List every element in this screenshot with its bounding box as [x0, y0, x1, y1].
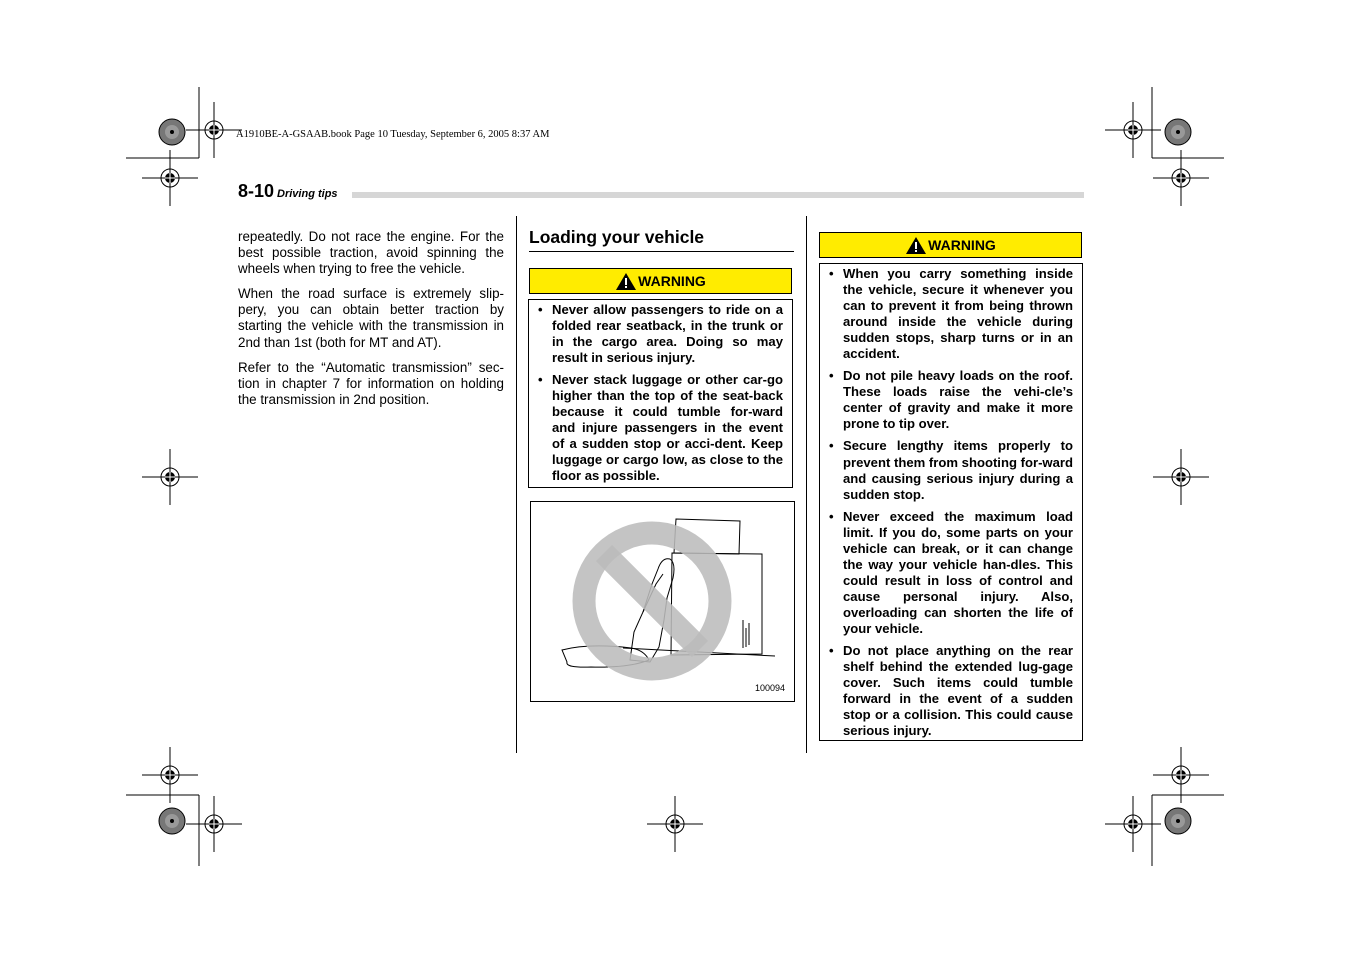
- star-target-mark: [1165, 808, 1191, 834]
- prohibited-icon: [584, 533, 720, 669]
- warning-banner: [819, 232, 1082, 258]
- paragraph: Refer to the “Automatic transmission” sec-tion in chapter 7 for information on holding the transmission in 2nd position.: [238, 359, 504, 407]
- warning-label: WARNING: [638, 273, 706, 289]
- figure-code: 100094: [754, 683, 785, 693]
- warning-item: • When you carry something inside the vehicle, secure it whenever you can to prevent it from being thrown around inside the vehicle during sudden stops, sharp turns or in an accident.: [829, 266, 1073, 362]
- warning-label: WARNING: [928, 237, 996, 253]
- registration-mark: [186, 102, 242, 158]
- header-rule-bar: [352, 192, 1084, 198]
- warning-item: • Do not place anything on the rear shelf behind the extended lug-gage cover. Such items could tumble forward in the event of a sudden stop or a collision. This could cause serious injury.: [829, 643, 1073, 739]
- star-target-mark: [1165, 119, 1191, 145]
- running-head: [238, 181, 338, 202]
- registration-mark: [186, 796, 242, 852]
- seat-luggage-illustration: [531, 502, 794, 701]
- illustration-figure: [530, 501, 795, 702]
- column-divider: [806, 216, 807, 753]
- warning-triangle-icon: [615, 272, 637, 291]
- warning-banner: [529, 268, 792, 294]
- warning-item: • Never stack luggage or other car-go higher than the top of the seat-back because it could tumble for-ward and injure passengers in the event of a sudden stop or acci-dent. Keep luggage or cargo low, as close to the floor as possible.: [538, 372, 783, 484]
- registration-mark: [1105, 796, 1161, 852]
- left-column: [238, 229, 504, 417]
- paragraph: repeatedly. Do not race the engine. For the best possible traction, avoid spinning the wheels when trying to free the vehicle.: [238, 229, 504, 277]
- section-name: Driving tips: [277, 188, 338, 200]
- warning-box: [528, 299, 793, 488]
- section-title: Loading your vehicle: [529, 227, 705, 247]
- page-number: 8-10: [238, 181, 275, 201]
- warning-item: • Never exceed the maximum load limit. If you do, some parts on your vehicle can break, or it can change the way your vehicle han-dles. This could result in loss of control and cause personal injury. Also, overloading can shorten the life of your vehicle.: [829, 509, 1073, 637]
- column-divider: [516, 216, 517, 753]
- registration-mark: [647, 796, 703, 852]
- star-target-mark: [159, 808, 185, 834]
- registration-mark: [1153, 449, 1209, 505]
- title-underline: [529, 251, 794, 252]
- warning-box: [819, 263, 1083, 741]
- registration-mark: [1105, 102, 1161, 158]
- warning-item: • Do not pile heavy loads on the roof. These loads raise the vehi-cle’s center of gravity and make it more prone to tip over.: [829, 368, 1073, 432]
- warning-item: • Secure lengthy items properly to prevent them from shooting for-ward and causing serious injury during a sudden stop.: [829, 438, 1073, 502]
- paragraph: When the road surface is extremely slip-pery, you can obtain better traction by starting the vehicle with the transmission in 2nd than 1st (both for MT and AT).: [238, 286, 504, 350]
- star-target-mark: [159, 119, 185, 145]
- warning-triangle-icon: [905, 236, 927, 255]
- registration-mark: [142, 449, 198, 505]
- print-header: A1910BE-A-GSAAB.book Page 10 Tuesday, September 6, 2005 8:37 AM: [236, 129, 550, 140]
- warning-item: • Never allow passengers to ride on a folded rear seatback, in the trunk or in the cargo area. Doing so may result in serious injury.: [538, 302, 783, 366]
